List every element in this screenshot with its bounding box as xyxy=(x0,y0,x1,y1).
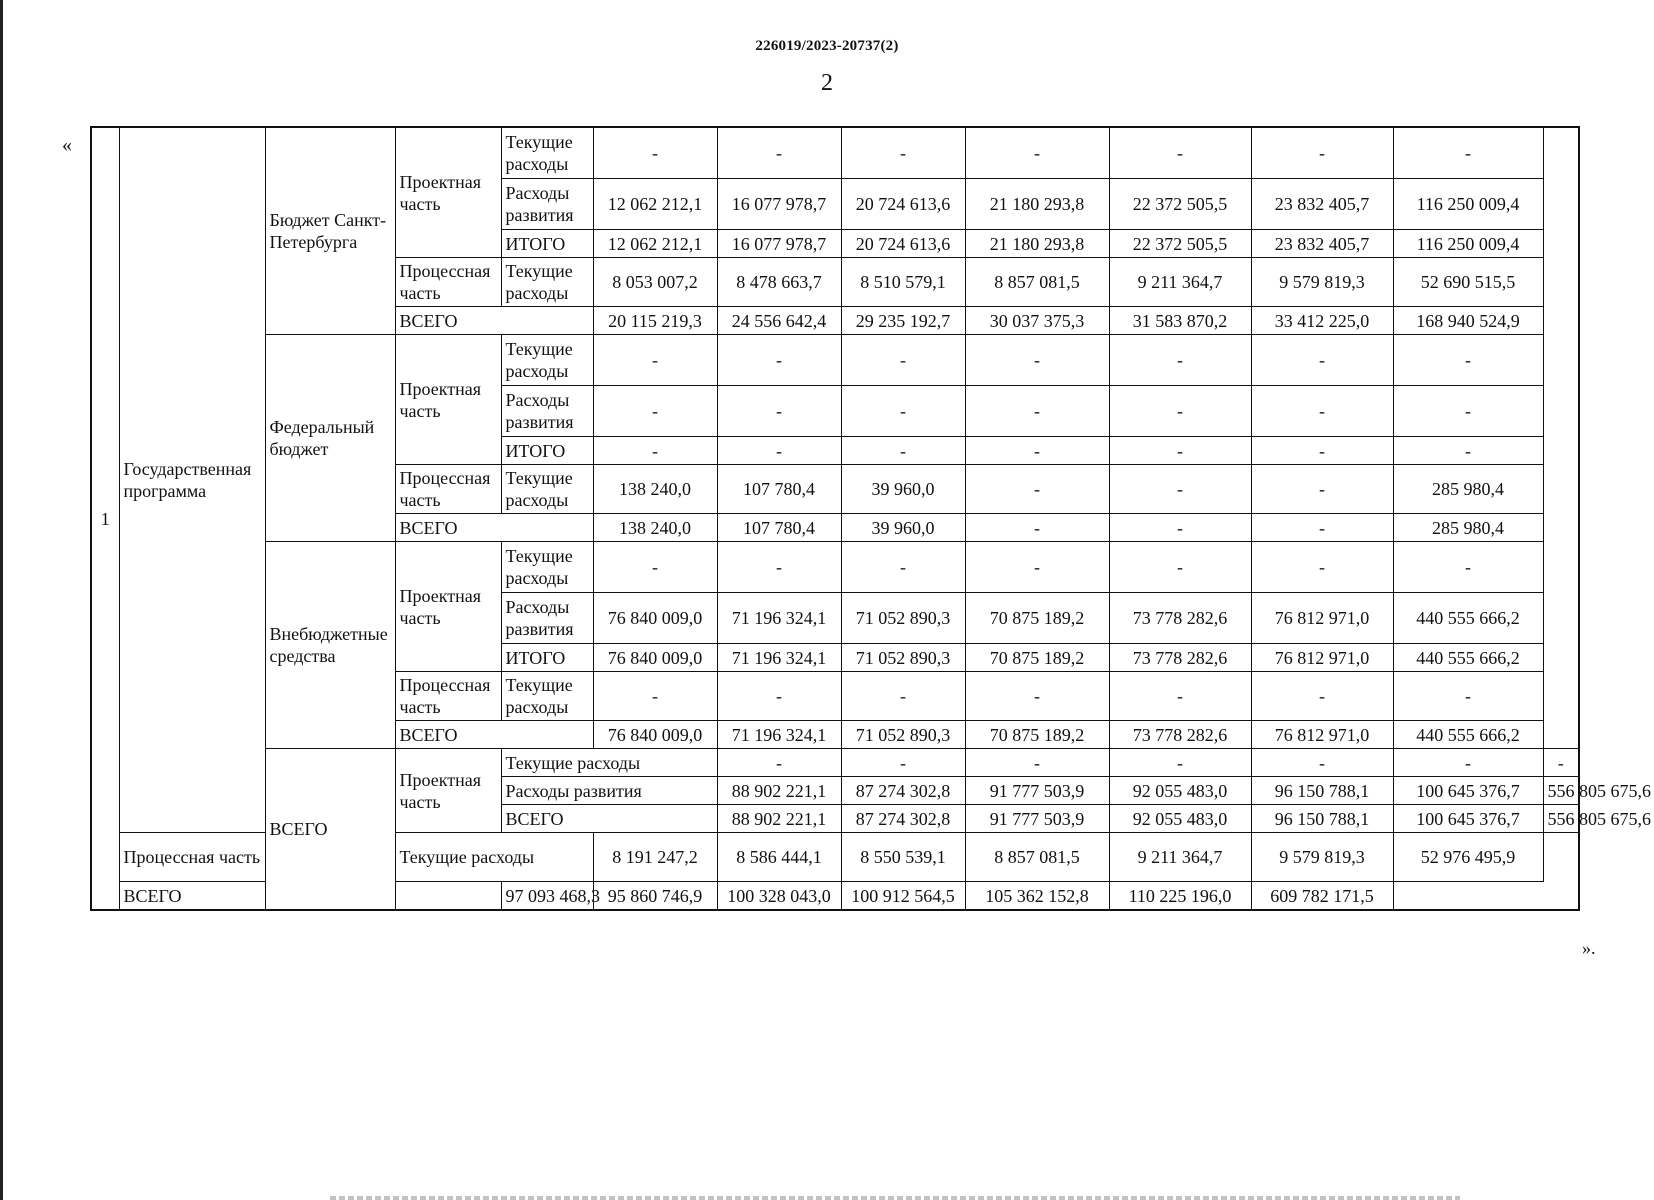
cell: 76 812 971,0 xyxy=(1251,721,1393,749)
process-part-label: Процессная часть xyxy=(395,258,501,307)
cell: - xyxy=(1109,127,1251,179)
cell: 440 555 666,2 xyxy=(1393,721,1543,749)
cell: 91 777 503,9 xyxy=(965,777,1109,805)
cell: 88 902 221,1 xyxy=(717,805,841,833)
cell: - xyxy=(717,542,841,593)
cell: 21 180 293,8 xyxy=(965,230,1109,258)
document-id: 226019/2023-20737(2) xyxy=(755,38,899,54)
cell: 609 782 171,5 xyxy=(1251,882,1393,911)
cell: 30 037 375,3 xyxy=(965,307,1109,335)
cell: - xyxy=(717,437,841,465)
project-part-label: Проектная часть xyxy=(395,335,501,465)
cell: - xyxy=(965,514,1109,542)
current-expenses-label: Текущие расходы xyxy=(501,258,593,307)
cell: 168 940 524,9 xyxy=(1393,307,1543,335)
cell: 8 478 663,7 xyxy=(717,258,841,307)
cell: 23 832 405,7 xyxy=(1251,230,1393,258)
cell: - xyxy=(1251,127,1393,179)
cell: - xyxy=(717,672,841,721)
process-part-label: Процессная часть xyxy=(395,465,501,514)
cell: - xyxy=(965,542,1109,593)
development-expenses-label: Расходы развития xyxy=(501,777,717,805)
cell: 29 235 192,7 xyxy=(841,307,965,335)
cell: 23 832 405,7 xyxy=(1251,179,1393,230)
cell: - xyxy=(717,386,841,437)
quote-open: « xyxy=(62,134,72,156)
cell: 73 778 282,6 xyxy=(1109,593,1251,644)
table-row xyxy=(91,335,1579,386)
program-label: Государственная программа xyxy=(119,127,265,833)
budget-table xyxy=(90,126,1651,911)
cell: - xyxy=(717,749,841,777)
cell: - xyxy=(841,437,965,465)
cell: 76 812 971,0 xyxy=(1251,644,1393,672)
cell: 31 583 870,2 xyxy=(1109,307,1251,335)
cell: - xyxy=(593,672,717,721)
cell: 9 211 364,7 xyxy=(1109,258,1251,307)
current-expenses-label: Текущие расходы xyxy=(501,127,593,179)
cell: - xyxy=(841,542,965,593)
cell: 105 362 152,8 xyxy=(965,882,1109,911)
cell: - xyxy=(1109,386,1251,437)
cell: - xyxy=(965,437,1109,465)
cell: 97 093 468,3 xyxy=(501,882,593,911)
cell: 100 912 564,5 xyxy=(841,882,965,911)
cell: - xyxy=(841,386,965,437)
cell: 73 778 282,6 xyxy=(1109,644,1251,672)
cell: - xyxy=(593,437,717,465)
cell: 71 052 890,3 xyxy=(841,593,965,644)
cell: - xyxy=(965,386,1109,437)
cell: 95 860 746,9 xyxy=(593,882,717,911)
process-part-label: Процессная часть xyxy=(395,672,501,721)
project-part-label: Проектная часть xyxy=(395,542,501,672)
cell: 138 240,0 xyxy=(593,465,717,514)
cell: 16 077 978,7 xyxy=(717,230,841,258)
cell: 91 777 503,9 xyxy=(965,805,1109,833)
cell: - xyxy=(841,672,965,721)
cell: 12 062 212,1 xyxy=(593,230,717,258)
cell: - xyxy=(1251,749,1393,777)
vsego-label: ВСЕГО xyxy=(395,514,593,542)
cell: - xyxy=(1251,335,1393,386)
cell: 52 690 515,5 xyxy=(1393,258,1543,307)
cell: - xyxy=(1393,335,1543,386)
cell: 20 115 219,3 xyxy=(593,307,717,335)
cell: 71 196 324,1 xyxy=(717,644,841,672)
cell: 285 980,4 xyxy=(1393,514,1543,542)
cell: - xyxy=(965,127,1109,179)
scan-artifact xyxy=(330,1196,1460,1200)
cell: - xyxy=(1109,437,1251,465)
cell: - xyxy=(1393,672,1543,721)
cell: 33 412 225,0 xyxy=(1251,307,1393,335)
current-expenses-label: Текущие расходы xyxy=(501,335,593,386)
cell: 8 053 007,2 xyxy=(593,258,717,307)
cell: 8 857 081,5 xyxy=(965,833,1109,882)
cell: 71 196 324,1 xyxy=(717,721,841,749)
cell: 8 191 247,2 xyxy=(593,833,717,882)
cell: 116 250 009,4 xyxy=(1393,179,1543,230)
cell: - xyxy=(1251,465,1393,514)
cell: 39 960,0 xyxy=(841,465,965,514)
source-label-federal: Федеральный бюджет xyxy=(265,335,395,542)
cell: - xyxy=(1393,437,1543,465)
cell: 116 250 009,4 xyxy=(1393,230,1543,258)
cell: 440 555 666,2 xyxy=(1393,593,1543,644)
project-part-label: Проектная часть xyxy=(395,127,501,258)
itogo-label: ИТОГО xyxy=(501,644,593,672)
cell: - xyxy=(841,335,965,386)
cell: 70 875 189,2 xyxy=(965,593,1109,644)
vsego-label: ВСЕГО xyxy=(395,307,593,335)
cell: - xyxy=(1393,127,1543,179)
cell: - xyxy=(1543,749,1579,777)
source-label-extrabudget: Внебюджетные средства xyxy=(265,542,395,749)
cell: - xyxy=(1109,672,1251,721)
cell: 22 372 505,5 xyxy=(1109,179,1251,230)
cell: 92 055 483,0 xyxy=(1109,777,1251,805)
cell: - xyxy=(1393,542,1543,593)
cell: 110 225 196,0 xyxy=(1109,882,1251,911)
cell: 71 052 890,3 xyxy=(841,644,965,672)
process-part-label: Процессная часть xyxy=(119,833,265,882)
cell: 9 211 364,7 xyxy=(1109,833,1251,882)
vsego-label: ВСЕГО xyxy=(395,721,593,749)
development-expenses-label: Расходы развития xyxy=(501,593,593,644)
current-expenses-label: Текущие расходы xyxy=(501,542,593,593)
cell: - xyxy=(965,749,1109,777)
cell: 88 902 221,1 xyxy=(717,777,841,805)
cell: - xyxy=(965,672,1109,721)
cell: 76 812 971,0 xyxy=(1251,593,1393,644)
cell: 39 960,0 xyxy=(841,514,965,542)
project-part-label: Проектная часть xyxy=(395,749,501,833)
cell: 12 062 212,1 xyxy=(593,179,717,230)
cell: - xyxy=(1109,542,1251,593)
cell: - xyxy=(593,127,717,179)
cell: 76 840 009,0 xyxy=(593,644,717,672)
current-expenses-label: Текущие расходы xyxy=(501,749,717,777)
cell: 556 805 675,6 xyxy=(1543,777,1579,805)
cell: 8 550 539,1 xyxy=(841,833,965,882)
vsego-label: ВСЕГО xyxy=(119,882,501,911)
cell: - xyxy=(965,465,1109,514)
cell: 92 055 483,0 xyxy=(1109,805,1251,833)
quote-close: ». xyxy=(1582,938,1596,958)
development-expenses-label: Расходы развития xyxy=(501,179,593,230)
itogo-label: ИТОГО xyxy=(501,437,593,465)
table-row xyxy=(91,127,1579,179)
cell: 70 875 189,2 xyxy=(965,644,1109,672)
cell: - xyxy=(841,749,965,777)
cell: 24 556 642,4 xyxy=(717,307,841,335)
cell: - xyxy=(965,335,1109,386)
cell: - xyxy=(717,335,841,386)
cell: 107 780,4 xyxy=(717,514,841,542)
cell: 138 240,0 xyxy=(593,514,717,542)
cell: 9 579 819,3 xyxy=(1251,258,1393,307)
cell: 107 780,4 xyxy=(717,465,841,514)
cell: - xyxy=(841,127,965,179)
cell: 70 875 189,2 xyxy=(965,721,1109,749)
cell: 100 328 043,0 xyxy=(717,882,841,911)
cell: 8 857 081,5 xyxy=(965,258,1109,307)
table-row xyxy=(91,542,1579,593)
cell: - xyxy=(1251,672,1393,721)
cell: 9 579 819,3 xyxy=(1251,833,1393,882)
cell: - xyxy=(1109,749,1251,777)
cell: 87 274 302,8 xyxy=(841,777,965,805)
scan-edge xyxy=(0,0,3,1200)
cell: 20 724 613,6 xyxy=(841,179,965,230)
cell: - xyxy=(1393,749,1543,777)
development-expenses-label: Расходы развития xyxy=(501,386,593,437)
cell: - xyxy=(593,542,717,593)
cell: - xyxy=(1109,335,1251,386)
cell: - xyxy=(593,386,717,437)
cell: 8 586 444,1 xyxy=(717,833,841,882)
cell: 556 805 675,6 xyxy=(1543,805,1579,833)
cell: 20 724 613,6 xyxy=(841,230,965,258)
cell: 76 840 009,0 xyxy=(593,721,717,749)
source-label-spb: Бюджет Санкт-Петербурга xyxy=(265,127,395,335)
page-number: 2 xyxy=(821,70,833,96)
row-index: 1 xyxy=(91,127,119,910)
cell: - xyxy=(593,335,717,386)
current-expenses-label: Текущие расходы xyxy=(395,833,593,882)
cell: 87 274 302,8 xyxy=(841,805,965,833)
vsego-label: ВСЕГО xyxy=(501,805,717,833)
cell: 96 150 788,1 xyxy=(1251,777,1393,805)
itogo-label: ИТОГО xyxy=(501,230,593,258)
cell: - xyxy=(1251,437,1393,465)
cell: - xyxy=(1251,386,1393,437)
cell: 440 555 666,2 xyxy=(1393,644,1543,672)
cell: 73 778 282,6 xyxy=(1109,721,1251,749)
cell: 96 150 788,1 xyxy=(1251,805,1393,833)
cell: 285 980,4 xyxy=(1393,465,1543,514)
cell: 76 840 009,0 xyxy=(593,593,717,644)
cell: - xyxy=(1251,542,1393,593)
current-expenses-label: Текущие расходы xyxy=(501,465,593,514)
cell: 100 645 376,7 xyxy=(1393,805,1543,833)
cell: 22 372 505,5 xyxy=(1109,230,1251,258)
cell: - xyxy=(1109,514,1251,542)
cell: - xyxy=(1251,514,1393,542)
current-expenses-label: Текущие расходы xyxy=(501,672,593,721)
cell: - xyxy=(1393,386,1543,437)
cell: 100 645 376,7 xyxy=(1393,777,1543,805)
cell: 16 077 978,7 xyxy=(717,179,841,230)
cell: - xyxy=(1109,465,1251,514)
cell: 8 510 579,1 xyxy=(841,258,965,307)
table-row xyxy=(91,749,1579,777)
table-row xyxy=(91,882,1579,911)
grand-total-label: ВСЕГО xyxy=(265,749,395,911)
cell: 52 976 495,9 xyxy=(1393,833,1543,882)
cell: 71 196 324,1 xyxy=(717,593,841,644)
cell: 21 180 293,8 xyxy=(965,179,1109,230)
cell: - xyxy=(717,127,841,179)
cell: 71 052 890,3 xyxy=(841,721,965,749)
